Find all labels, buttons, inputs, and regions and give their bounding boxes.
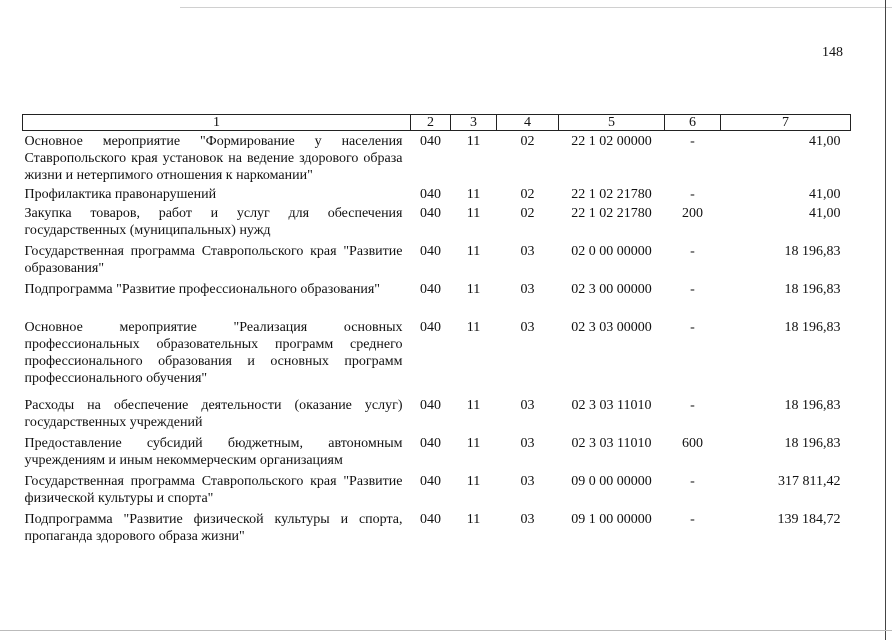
row-col-3: 11: [466, 134, 481, 149]
row-col-3: 11: [466, 436, 481, 451]
row-col-4: 03: [520, 320, 535, 335]
row-col-4: 03: [520, 282, 535, 297]
row-name: Подпрограмма "Развитие профессионального образования": [24, 282, 380, 297]
row-col-3: 11: [466, 187, 481, 202]
budget-table: [22, 114, 851, 547]
row-col-5: 09 0 00 00000: [571, 474, 652, 489]
row-col-6: 600: [682, 436, 703, 451]
row-col-7: 41,00: [809, 187, 841, 202]
row-col-2: 040: [420, 398, 441, 413]
header-col-5: 5: [559, 115, 665, 131]
row-col-6: -: [690, 187, 695, 202]
table-row: [23, 433, 851, 471]
table-row: [23, 131, 851, 185]
row-col-4: 02: [520, 134, 535, 149]
row-name: Расходы на обеспечение деятельности (оказание услуг) государственных учреждений: [24, 398, 403, 430]
row-col-5: 22 1 02 21780: [571, 206, 652, 221]
row-col-3: 11: [466, 320, 481, 335]
table-row: [23, 395, 851, 433]
row-col-3: 11: [466, 244, 481, 259]
scan-edge-right: [885, 0, 886, 640]
page-number: 148: [822, 45, 843, 60]
row-col-6: -: [690, 282, 695, 297]
row-col-2: 040: [420, 436, 441, 451]
row-col-6: -: [690, 320, 695, 335]
row-col-6: -: [690, 134, 695, 149]
row-col-3: 11: [466, 206, 481, 221]
table-row: [23, 241, 851, 279]
row-col-5: 02 0 00 00000: [571, 244, 652, 259]
row-col-6: -: [690, 512, 695, 527]
row-col-4: 03: [520, 474, 535, 489]
table-header-row: [23, 115, 851, 131]
row-col-3: 11: [466, 512, 481, 527]
row-col-5: 02 3 03 11010: [571, 398, 652, 413]
row-col-3: 11: [466, 398, 481, 413]
row-name: Государственная программа Ставропольского края "Развитие образования": [24, 244, 403, 276]
row-col-7: 18 196,83: [784, 398, 841, 413]
row-col-7: 18 196,83: [784, 436, 841, 451]
row-col-2: 040: [420, 206, 441, 221]
row-col-4: 03: [520, 512, 535, 527]
row-col-2: 040: [420, 474, 441, 489]
row-col-7: 139 184,72: [777, 512, 841, 527]
row-col-7: 317 811,42: [778, 474, 841, 489]
header-col-3: 3: [451, 115, 497, 131]
row-col-7: 18 196,83: [784, 244, 841, 259]
row-col-5: 02 3 03 00000: [571, 320, 652, 335]
row-col-5: 22 1 02 21780: [571, 187, 652, 202]
row-col-6: -: [690, 474, 695, 489]
table-row: [23, 509, 851, 547]
row-col-7: 41,00: [809, 134, 841, 149]
row-col-2: 040: [420, 187, 441, 202]
row-col-7: 18 196,83: [784, 320, 841, 335]
row-col-2: 040: [420, 244, 441, 259]
row-name: Подпрограмма "Развитие физической культуры и спорта, пропаганда здорового образа жизни": [24, 512, 403, 544]
header-col-1: 1: [23, 115, 411, 131]
row-col-7: 41,00: [809, 206, 841, 221]
row-col-6: -: [690, 244, 695, 259]
scan-edge-top: [180, 7, 892, 8]
row-col-5: 02 3 00 00000: [571, 282, 652, 297]
table-row: [23, 471, 851, 509]
row-col-2: 040: [420, 134, 441, 149]
row-col-5: 02 3 03 11010: [571, 436, 652, 451]
row-col-4: 03: [520, 244, 535, 259]
row-col-4: 02: [520, 187, 535, 202]
header-col-7: 7: [721, 115, 851, 131]
table-row: [23, 279, 851, 317]
row-col-6: -: [690, 398, 695, 413]
row-col-3: 11: [466, 282, 481, 297]
table-row: [23, 203, 851, 241]
row-name: Закупка товаров, работ и услуг для обеспечения государственных (муниципальных) нужд: [24, 206, 403, 238]
row-col-2: 040: [420, 282, 441, 297]
row-col-4: 03: [520, 398, 535, 413]
row-col-2: 040: [420, 512, 441, 527]
row-col-7: 18 196,83: [784, 282, 841, 297]
row-col-5: 22 1 02 00000: [571, 134, 652, 149]
header-col-6: 6: [665, 115, 721, 131]
header-col-2: 2: [411, 115, 451, 131]
row-name: Основное мероприятие "Реализация основных профессиональных образовательных программ среднего профессионального образования и основных программ профессионального обучения": [24, 320, 403, 386]
row-col-4: 02: [520, 206, 535, 221]
row-col-3: 11: [466, 474, 481, 489]
row-col-5: 09 1 00 00000: [571, 512, 652, 527]
scan-edge-bottom: [0, 630, 892, 631]
row-col-4: 03: [520, 436, 535, 451]
header-col-4: 4: [497, 115, 559, 131]
table-row: [23, 184, 851, 203]
table-row: [23, 317, 851, 395]
row-name: Профилактика правонарушений: [24, 187, 217, 202]
row-col-6: 200: [682, 206, 703, 221]
row-col-2: 040: [420, 320, 441, 335]
row-name: Предоставление субсидий бюджетным, автономным учреждениям и иным некоммерческим организациям: [24, 436, 403, 468]
row-name: Основное мероприятие "Формирование у населения Ставропольского края установок на ведение здорового образа жизни и нетерпимого отношения к наркомании": [24, 134, 403, 183]
row-name: Государственная программа Ставропольского края "Развитие физической культуры и спорта": [24, 474, 403, 506]
